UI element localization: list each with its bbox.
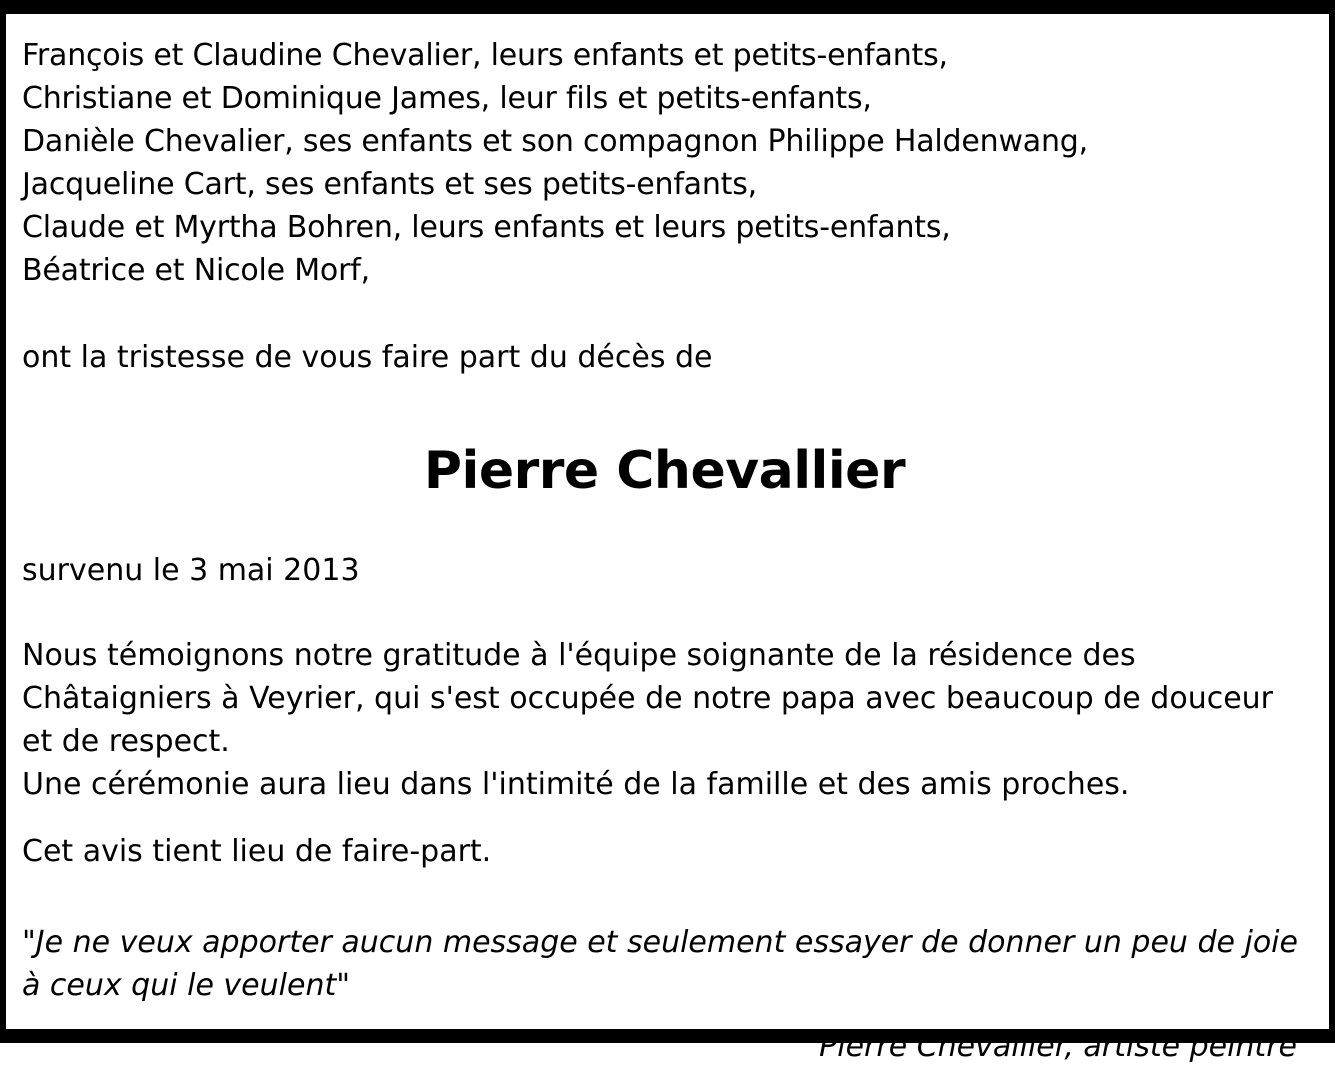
quotation-attribution: Pierre Chevallier, artiste peintre [819,1029,1297,1064]
gratitude-text: Nous témoignons notre gratitude à l'équipe soignante de la résidence des Châtaigniers à Veyrier, qui s'est occupée de notre papa avec beaucoup de douceur et de respect. [22,638,1274,759]
quotation: "Je ne veux apporter aucun message et seulement essayer de donner un peu de joie à ceux qui le veulent" [22,925,1298,1003]
family-line: Béatrice et Nicole Morf, [22,253,370,288]
faire-part-text: Cet avis tient lieu de faire-part. [22,834,492,869]
family-list [22,34,1307,292]
ceremony-text: Une cérémonie aura lieu dans l'intimité de la famille et des amis proches. [22,767,1130,802]
death-date: survenu le 3 mai 2013 [22,553,360,588]
family-line: Jacqueline Cart, ses enfants et ses petits-enfants, [22,167,758,202]
announcement-intro: ont la tristesse de vous faire part du décès de [22,340,713,375]
family-line: Danièle Chevalier, ses enfants et son compagnon Philippe Haldenwang, [22,124,1088,159]
family-line: Claude et Myrtha Bohren, leurs enfants et leurs petits-enfants, [22,210,951,245]
family-line: Christiane et Dominique James, leur fils et petits-enfants, [22,81,872,116]
deceased-name: Pierre Chevallier [423,441,906,501]
family-line: François et Claudine Chevalier, leurs enfants et petits-enfants, [22,38,948,73]
